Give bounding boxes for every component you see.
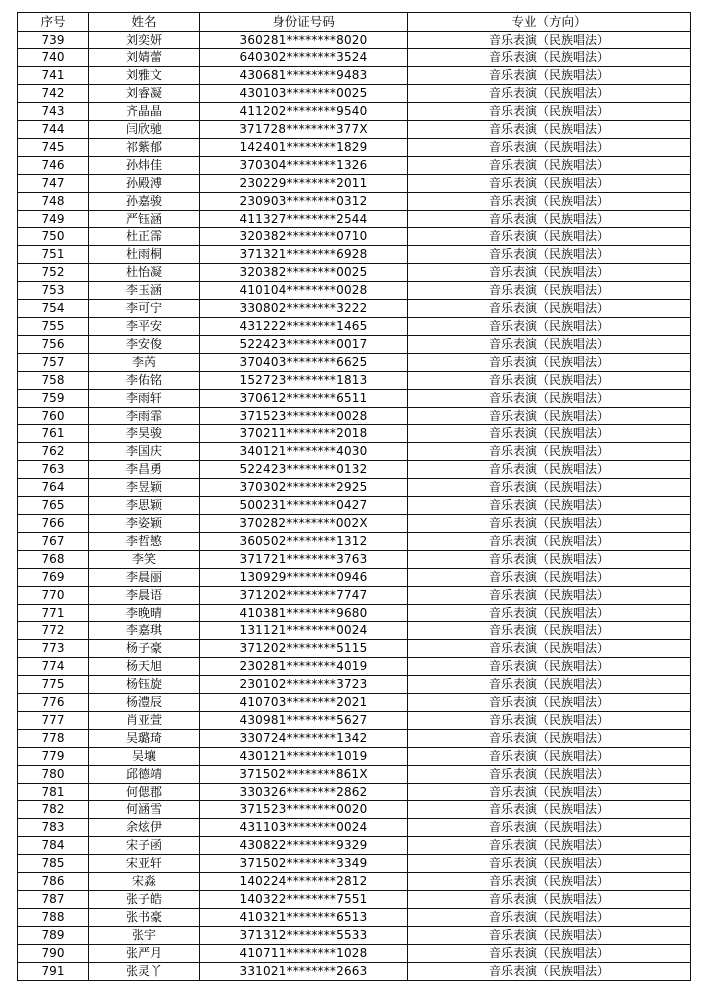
row-number-cell: 766	[18, 514, 89, 532]
name-cell: 刘婧蕾	[89, 49, 200, 67]
table-row	[18, 962, 691, 980]
major-cell: 音乐表演（民族唱法）	[408, 801, 691, 819]
name-cell: 吴壤	[89, 747, 200, 765]
major-cell: 音乐表演（民族唱法）	[408, 103, 691, 121]
major-cell: 音乐表演（民族唱法）	[408, 210, 691, 228]
row-number-cell: 746	[18, 156, 89, 174]
id-number-cell: 410381********9680	[200, 604, 408, 622]
name-cell: 李昊骏	[89, 425, 200, 443]
major-cell: 音乐表演（民族唱法）	[408, 49, 691, 67]
id-number-cell: 500231********0427	[200, 497, 408, 515]
row-number-cell: 769	[18, 568, 89, 586]
row-number-cell: 773	[18, 640, 89, 658]
major-cell: 音乐表演（民族唱法）	[408, 425, 691, 443]
row-number-cell: 788	[18, 908, 89, 926]
table-row	[18, 121, 691, 139]
id-number-cell: 360281********8020	[200, 31, 408, 49]
table-row	[18, 192, 691, 210]
name-cell: 李可宁	[89, 300, 200, 318]
id-number-cell: 522423********0132	[200, 461, 408, 479]
name-cell: 刘睿凝	[89, 85, 200, 103]
id-number-cell: 140322********7551	[200, 891, 408, 909]
name-cell: 李哲慜	[89, 532, 200, 550]
major-cell: 音乐表演（民族唱法）	[408, 658, 691, 676]
id-number-cell: 330326********2862	[200, 783, 408, 801]
name-cell: 张子皓	[89, 891, 200, 909]
major-cell: 音乐表演（民族唱法）	[408, 819, 691, 837]
name-cell: 杨子豪	[89, 640, 200, 658]
table-row	[18, 138, 691, 156]
name-cell: 严钰涵	[89, 210, 200, 228]
table-row	[18, 389, 691, 407]
table-row	[18, 908, 691, 926]
row-number-cell: 790	[18, 944, 89, 962]
major-cell: 音乐表演（民族唱法）	[408, 479, 691, 497]
name-cell: 余炫伊	[89, 819, 200, 837]
id-number-cell: 142401********1829	[200, 138, 408, 156]
id-number-cell: 371202********5115	[200, 640, 408, 658]
name-cell: 李雨轩	[89, 389, 200, 407]
id-number-cell: 140224********2812	[200, 873, 408, 891]
table-row	[18, 461, 691, 479]
row-number-cell: 783	[18, 819, 89, 837]
major-cell: 音乐表演（民族唱法）	[408, 461, 691, 479]
name-cell: 何偲郡	[89, 783, 200, 801]
row-number-cell: 770	[18, 586, 89, 604]
table-row	[18, 711, 691, 729]
id-number-cell: 330724********1342	[200, 729, 408, 747]
name-cell: 杜雨桐	[89, 246, 200, 264]
major-cell: 音乐表演（民族唱法）	[408, 85, 691, 103]
table-row	[18, 676, 691, 694]
major-cell: 音乐表演（民族唱法）	[408, 514, 691, 532]
row-number-cell: 778	[18, 729, 89, 747]
major-cell: 音乐表演（民族唱法）	[408, 264, 691, 282]
major-cell: 音乐表演（民族唱法）	[408, 282, 691, 300]
name-cell: 孙炜佳	[89, 156, 200, 174]
table-row	[18, 228, 691, 246]
table-row	[18, 156, 691, 174]
major-cell: 音乐表演（民族唱法）	[408, 622, 691, 640]
major-cell: 音乐表演（民族唱法）	[408, 335, 691, 353]
major-cell: 音乐表演（民族唱法）	[408, 640, 691, 658]
id-number-cell: 371502********861X	[200, 765, 408, 783]
name-cell: 张灵丫	[89, 962, 200, 980]
major-cell: 音乐表演（民族唱法）	[408, 711, 691, 729]
row-number-cell: 760	[18, 407, 89, 425]
row-number-cell: 774	[18, 658, 89, 676]
table-body	[18, 31, 691, 980]
id-number-cell: 430981********5627	[200, 711, 408, 729]
row-number-cell: 745	[18, 138, 89, 156]
header-no: 序号	[18, 13, 89, 32]
name-cell: 李昌勇	[89, 461, 200, 479]
row-number-cell: 741	[18, 67, 89, 85]
row-number-cell: 785	[18, 855, 89, 873]
table-row	[18, 622, 691, 640]
row-number-cell: 744	[18, 121, 89, 139]
table-row	[18, 103, 691, 121]
row-number-cell: 763	[18, 461, 89, 479]
id-number-cell: 410104********0028	[200, 282, 408, 300]
table-row	[18, 944, 691, 962]
row-number-cell: 739	[18, 31, 89, 49]
id-number-cell: 370211********2018	[200, 425, 408, 443]
table-row	[18, 532, 691, 550]
name-cell: 李雨霏	[89, 407, 200, 425]
id-number-cell: 371721********3763	[200, 550, 408, 568]
row-number-cell: 782	[18, 801, 89, 819]
row-number-cell: 758	[18, 371, 89, 389]
name-cell: 宋亚轩	[89, 855, 200, 873]
name-cell: 李晨丽	[89, 568, 200, 586]
major-cell: 音乐表演（民族唱法）	[408, 371, 691, 389]
table-row	[18, 568, 691, 586]
id-number-cell: 370612********6511	[200, 389, 408, 407]
table-row	[18, 837, 691, 855]
row-number-cell: 781	[18, 783, 89, 801]
table-row	[18, 765, 691, 783]
id-number-cell: 371321********6928	[200, 246, 408, 264]
row-number-cell: 764	[18, 479, 89, 497]
id-number-cell: 522423********0017	[200, 335, 408, 353]
name-cell: 齐晶晶	[89, 103, 200, 121]
name-cell: 杨澧辰	[89, 694, 200, 712]
name-cell: 肖亚萱	[89, 711, 200, 729]
major-cell: 音乐表演（民族唱法）	[408, 389, 691, 407]
name-cell: 李平安	[89, 318, 200, 336]
table-row	[18, 353, 691, 371]
row-number-cell: 784	[18, 837, 89, 855]
id-number-cell: 331021********2663	[200, 962, 408, 980]
id-number-cell: 430822********9329	[200, 837, 408, 855]
id-number-cell: 370282********002X	[200, 514, 408, 532]
major-cell: 音乐表演（民族唱法）	[408, 318, 691, 336]
name-cell: 孙殿溥	[89, 174, 200, 192]
table-row	[18, 658, 691, 676]
major-cell: 音乐表演（民族唱法）	[408, 729, 691, 747]
row-number-cell: 775	[18, 676, 89, 694]
id-number-cell: 430681********9483	[200, 67, 408, 85]
row-number-cell: 742	[18, 85, 89, 103]
id-number-cell: 640302********3524	[200, 49, 408, 67]
name-cell: 祁紫郁	[89, 138, 200, 156]
major-cell: 音乐表演（民族唱法）	[408, 138, 691, 156]
name-cell: 李晨语	[89, 586, 200, 604]
name-cell: 张严月	[89, 944, 200, 962]
id-number-cell: 131121********0024	[200, 622, 408, 640]
row-number-cell: 791	[18, 962, 89, 980]
table-row	[18, 926, 691, 944]
table-row	[18, 801, 691, 819]
major-cell: 音乐表演（民族唱法）	[408, 407, 691, 425]
id-number-cell: 411202********9540	[200, 103, 408, 121]
table-header	[18, 13, 691, 32]
name-cell: 李安俊	[89, 335, 200, 353]
id-number-cell: 230229********2011	[200, 174, 408, 192]
header-id: 身份证号码	[200, 13, 408, 32]
name-cell: 李嘉琪	[89, 622, 200, 640]
major-cell: 音乐表演（民族唱法）	[408, 497, 691, 515]
table-row	[18, 67, 691, 85]
id-number-cell: 430103********0025	[200, 85, 408, 103]
table-row	[18, 586, 691, 604]
row-number-cell: 765	[18, 497, 89, 515]
row-number-cell: 754	[18, 300, 89, 318]
id-number-cell: 371523********0028	[200, 407, 408, 425]
id-number-cell: 340121********4030	[200, 443, 408, 461]
name-cell: 李国庆	[89, 443, 200, 461]
id-number-cell: 410321********6513	[200, 908, 408, 926]
major-cell: 音乐表演（民族唱法）	[408, 694, 691, 712]
major-cell: 音乐表演（民族唱法）	[408, 31, 691, 49]
row-number-cell: 787	[18, 891, 89, 909]
major-cell: 音乐表演（民族唱法）	[408, 568, 691, 586]
table-row	[18, 407, 691, 425]
name-cell: 李佑铭	[89, 371, 200, 389]
id-number-cell: 320382********0025	[200, 264, 408, 282]
id-number-cell: 371312********5533	[200, 926, 408, 944]
row-number-cell: 740	[18, 49, 89, 67]
row-number-cell: 752	[18, 264, 89, 282]
row-number-cell: 767	[18, 532, 89, 550]
major-cell: 音乐表演（民族唱法）	[408, 837, 691, 855]
id-number-cell: 431103********0024	[200, 819, 408, 837]
name-cell: 宋淼	[89, 873, 200, 891]
table-row	[18, 497, 691, 515]
name-cell: 宋子函	[89, 837, 200, 855]
name-cell: 何涵雪	[89, 801, 200, 819]
row-number-cell: 768	[18, 550, 89, 568]
table-row	[18, 640, 691, 658]
id-number-cell: 410703********2021	[200, 694, 408, 712]
header-name: 姓名	[89, 13, 200, 32]
name-cell: 杜正霈	[89, 228, 200, 246]
major-cell: 音乐表演（民族唱法）	[408, 926, 691, 944]
table-row	[18, 31, 691, 49]
major-cell: 音乐表演（民族唱法）	[408, 908, 691, 926]
id-number-cell: 371502********3349	[200, 855, 408, 873]
name-cell: 李芮	[89, 353, 200, 371]
table-row	[18, 174, 691, 192]
major-cell: 音乐表演（民族唱法）	[408, 532, 691, 550]
id-number-cell: 431222********1465	[200, 318, 408, 336]
table-row	[18, 819, 691, 837]
name-cell: 吴璐琦	[89, 729, 200, 747]
table-row	[18, 694, 691, 712]
name-cell: 闫欣驰	[89, 121, 200, 139]
name-cell: 张宇	[89, 926, 200, 944]
row-number-cell: 779	[18, 747, 89, 765]
row-number-cell: 751	[18, 246, 89, 264]
major-cell: 音乐表演（民族唱法）	[408, 174, 691, 192]
table-row	[18, 210, 691, 228]
id-number-cell: 360502********1312	[200, 532, 408, 550]
table-row	[18, 246, 691, 264]
name-cell: 张书豪	[89, 908, 200, 926]
major-cell: 音乐表演（民族唱法）	[408, 300, 691, 318]
row-number-cell: 762	[18, 443, 89, 461]
id-number-cell: 230903********0312	[200, 192, 408, 210]
table-row	[18, 300, 691, 318]
table-row	[18, 855, 691, 873]
name-cell: 杨钰旋	[89, 676, 200, 694]
table-row	[18, 747, 691, 765]
row-number-cell: 747	[18, 174, 89, 192]
row-number-cell: 772	[18, 622, 89, 640]
header-row	[18, 13, 691, 32]
id-number-cell: 370302********2925	[200, 479, 408, 497]
name-cell: 李晚晴	[89, 604, 200, 622]
row-number-cell: 757	[18, 353, 89, 371]
table-row	[18, 550, 691, 568]
major-cell: 音乐表演（民族唱法）	[408, 676, 691, 694]
major-cell: 音乐表演（民族唱法）	[408, 192, 691, 210]
table-row	[18, 729, 691, 747]
id-number-cell: 410711********1028	[200, 944, 408, 962]
major-cell: 音乐表演（民族唱法）	[408, 586, 691, 604]
major-cell: 音乐表演（民族唱法）	[408, 944, 691, 962]
id-number-cell: 130929********0946	[200, 568, 408, 586]
id-number-cell: 430121********1019	[200, 747, 408, 765]
roster-table	[17, 12, 691, 981]
table-row	[18, 514, 691, 532]
row-number-cell: 761	[18, 425, 89, 443]
major-cell: 音乐表演（民族唱法）	[408, 67, 691, 85]
row-number-cell: 749	[18, 210, 89, 228]
table-row	[18, 371, 691, 389]
major-cell: 音乐表演（民族唱法）	[408, 873, 691, 891]
row-number-cell: 780	[18, 765, 89, 783]
major-cell: 音乐表演（民族唱法）	[408, 783, 691, 801]
name-cell: 李昱颖	[89, 479, 200, 497]
major-cell: 音乐表演（民族唱法）	[408, 747, 691, 765]
name-cell: 邱德靖	[89, 765, 200, 783]
major-cell: 音乐表演（民族唱法）	[408, 550, 691, 568]
row-number-cell: 759	[18, 389, 89, 407]
major-cell: 音乐表演（民族唱法）	[408, 891, 691, 909]
id-number-cell: 152723********1813	[200, 371, 408, 389]
id-number-cell: 371202********7747	[200, 586, 408, 604]
name-cell: 李思颖	[89, 497, 200, 515]
id-number-cell: 371523********0020	[200, 801, 408, 819]
id-number-cell: 371728********377X	[200, 121, 408, 139]
table-row	[18, 318, 691, 336]
table-row	[18, 264, 691, 282]
table-row	[18, 443, 691, 461]
id-number-cell: 320382********0710	[200, 228, 408, 246]
name-cell: 刘奕妍	[89, 31, 200, 49]
name-cell: 李笑	[89, 550, 200, 568]
major-cell: 音乐表演（民族唱法）	[408, 765, 691, 783]
row-number-cell: 776	[18, 694, 89, 712]
name-cell: 孙嘉骏	[89, 192, 200, 210]
row-number-cell: 789	[18, 926, 89, 944]
major-cell: 音乐表演（民族唱法）	[408, 443, 691, 461]
major-cell: 音乐表演（民族唱法）	[408, 246, 691, 264]
row-number-cell: 771	[18, 604, 89, 622]
id-number-cell: 370403********6625	[200, 353, 408, 371]
major-cell: 音乐表演（民族唱法）	[408, 855, 691, 873]
name-cell: 杨天旭	[89, 658, 200, 676]
row-number-cell: 786	[18, 873, 89, 891]
major-cell: 音乐表演（民族唱法）	[408, 353, 691, 371]
table-row	[18, 282, 691, 300]
table-row	[18, 783, 691, 801]
name-cell: 刘雅文	[89, 67, 200, 85]
id-number-cell: 330802********3222	[200, 300, 408, 318]
table-row	[18, 425, 691, 443]
row-number-cell: 755	[18, 318, 89, 336]
id-number-cell: 411327********2544	[200, 210, 408, 228]
major-cell: 音乐表演（民族唱法）	[408, 156, 691, 174]
table-row	[18, 85, 691, 103]
table-row	[18, 891, 691, 909]
id-number-cell: 230102********3723	[200, 676, 408, 694]
table-row	[18, 604, 691, 622]
major-cell: 音乐表演（民族唱法）	[408, 962, 691, 980]
name-cell: 李玉涵	[89, 282, 200, 300]
major-cell: 音乐表演（民族唱法）	[408, 604, 691, 622]
table-row	[18, 479, 691, 497]
name-cell: 杜怡凝	[89, 264, 200, 282]
row-number-cell: 748	[18, 192, 89, 210]
major-cell: 音乐表演（民族唱法）	[408, 121, 691, 139]
name-cell: 李姿颖	[89, 514, 200, 532]
major-cell: 音乐表演（民族唱法）	[408, 228, 691, 246]
row-number-cell: 750	[18, 228, 89, 246]
table-row	[18, 335, 691, 353]
table-row	[18, 873, 691, 891]
id-number-cell: 370304********1326	[200, 156, 408, 174]
row-number-cell: 743	[18, 103, 89, 121]
row-number-cell: 756	[18, 335, 89, 353]
id-number-cell: 230281********4019	[200, 658, 408, 676]
header-major: 专业（方向）	[408, 13, 691, 32]
row-number-cell: 753	[18, 282, 89, 300]
row-number-cell: 777	[18, 711, 89, 729]
table-row	[18, 49, 691, 67]
